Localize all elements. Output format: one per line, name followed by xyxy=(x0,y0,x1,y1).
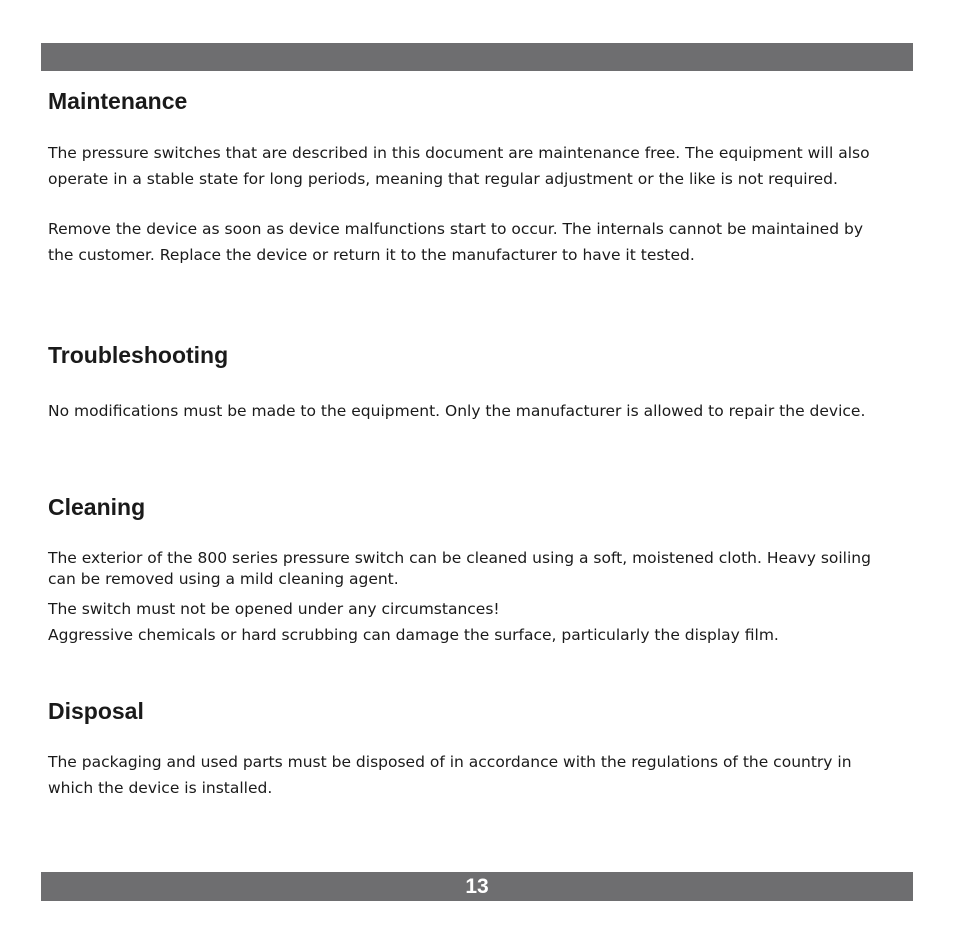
cleaning-paragraph-3: Aggressive chemicals or hard scrubbing can damage the surface, particularly the display film. xyxy=(48,626,779,644)
cleaning-paragraph-1: The exterior of the 800 series pressure switch can be cleaned using a soft, moistened cloth. Heavy soiling can be removed using a mild cleaning agent. xyxy=(48,549,871,588)
maintenance-paragraph-1: The pressure switches that are described in this document are maintenance free. The equipment will also operate in a stable state for long periods, meaning that regular adjustment or the like is not required. xyxy=(48,144,870,188)
maintenance-heading: Maintenance xyxy=(48,88,188,114)
header-bar xyxy=(41,43,913,71)
page-number: 13 xyxy=(465,874,489,898)
troubleshooting-paragraph-1: No modifications must be made to the equipment. Only the manufacturer is allowed to repair the device. xyxy=(48,402,866,420)
maintenance-paragraph-2: Remove the device as soon as device malfunctions start to occur. The internals cannot be maintained by the customer. Replace the device or return it to the manufacturer to have it tested. xyxy=(48,220,863,264)
disposal-paragraph-1: The packaging and used parts must be disposed of in accordance with the regulations of the country in which the device is installed. xyxy=(48,753,852,797)
cleaning-paragraph-2: The switch must not be opened under any circumstances! xyxy=(48,600,500,618)
troubleshooting-heading: Troubleshooting xyxy=(48,342,229,368)
cleaning-heading: Cleaning xyxy=(48,494,146,520)
disposal-heading: Disposal xyxy=(48,698,144,724)
footer-bar xyxy=(41,872,913,901)
